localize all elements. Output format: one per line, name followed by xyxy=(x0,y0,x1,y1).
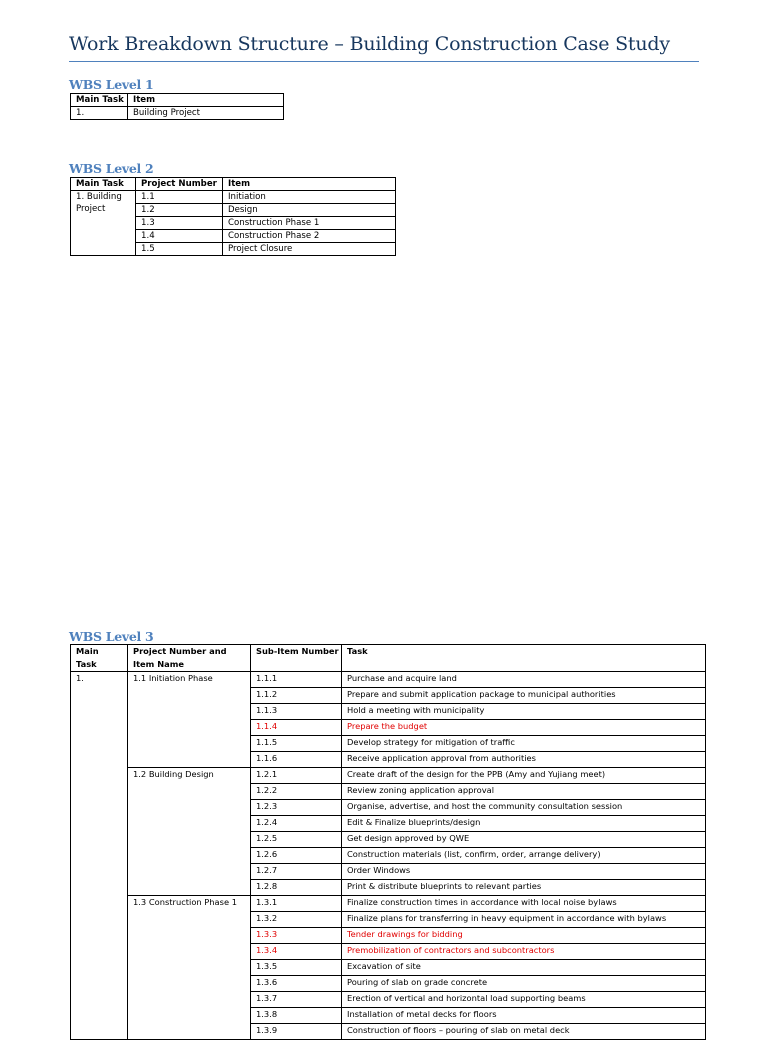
table-row xyxy=(71,672,706,688)
sub-item-number-cell: 1.1.2 xyxy=(251,688,342,704)
table-row xyxy=(71,191,396,204)
project-number-cell: 1.2 xyxy=(136,204,223,217)
task-cell: Installation of metal decks for floors xyxy=(342,1008,706,1024)
title-underline xyxy=(69,61,699,62)
sub-item-number-cell: 1.3.2 xyxy=(251,912,342,928)
header-main-task: Main Task xyxy=(71,94,128,107)
sub-item-number-cell: 1.1.1 xyxy=(251,672,342,688)
wbs-level-1-table xyxy=(70,93,284,120)
sub-item-number-cell: 1.2.7 xyxy=(251,864,342,880)
task-cell: Review zoning application approval xyxy=(342,784,706,800)
table-row xyxy=(71,768,706,784)
task-cell: Order Windows xyxy=(342,864,706,880)
sub-item-number-cell: 1.2.3 xyxy=(251,800,342,816)
sub-item-number-cell: 1.3.6 xyxy=(251,976,342,992)
header-task: Task xyxy=(342,645,706,672)
item-cell: Design xyxy=(223,204,396,217)
task-cell: Create draft of the design for the PPB (Amy and Yujiang meet) xyxy=(342,768,706,784)
task-cell: Prepare the budget xyxy=(342,720,706,736)
main-task-cell: 1. xyxy=(71,107,128,120)
task-cell: Print & distribute blueprints to relevant parties xyxy=(342,880,706,896)
header-item: Item xyxy=(128,94,284,107)
sub-item-number-cell: 1.2.1 xyxy=(251,768,342,784)
table-row xyxy=(71,896,706,912)
project-number-cell: 1.1 xyxy=(136,191,223,204)
table-header-row xyxy=(71,645,706,672)
task-cell: Purchase and acquire land xyxy=(342,672,706,688)
table-header-row xyxy=(71,94,284,107)
item-cell: Initiation xyxy=(223,191,396,204)
header-project-number: Project Number xyxy=(136,178,223,191)
item-cell: Construction Phase 2 xyxy=(223,230,396,243)
table-header-row xyxy=(71,178,396,191)
sub-item-number-cell: 1.3.3 xyxy=(251,928,342,944)
header-item: Item xyxy=(223,178,396,191)
header-sub-item-number: Sub-Item Number xyxy=(251,645,342,672)
item-cell: Construction Phase 1 xyxy=(223,217,396,230)
project-number-cell: 1.4 xyxy=(136,230,223,243)
sub-item-number-cell: 1.3.4 xyxy=(251,944,342,960)
item-cell: Project Closure xyxy=(223,243,396,256)
sub-item-number-cell: 1.1.3 xyxy=(251,704,342,720)
sub-item-number-cell: 1.2.8 xyxy=(251,880,342,896)
wbs-level-2-heading: WBS Level 2 xyxy=(69,161,154,176)
project-item-name-cell: 1.2 Building Design xyxy=(128,768,251,896)
task-cell: Tender drawings for bidding xyxy=(342,928,706,944)
wbs-level-3-table xyxy=(70,644,706,1040)
wbs-level-2-table xyxy=(70,177,396,256)
table-row xyxy=(71,107,284,120)
project-number-cell: 1.3 xyxy=(136,217,223,230)
project-item-name-cell: 1.1 Initiation Phase xyxy=(128,672,251,768)
task-cell: Construction materials (list, confirm, order, arrange delivery) xyxy=(342,848,706,864)
task-cell: Pouring of slab on grade concrete xyxy=(342,976,706,992)
sub-item-number-cell: 1.1.4 xyxy=(251,720,342,736)
task-cell: Finalize plans for transferring in heavy equipment in accordance with bylaws xyxy=(342,912,706,928)
task-cell: Develop strategy for mitigation of traffic xyxy=(342,736,706,752)
sub-item-number-cell: 1.3.9 xyxy=(251,1024,342,1040)
wbs-level-3-heading: WBS Level 3 xyxy=(69,629,154,644)
sub-item-number-cell: 1.2.5 xyxy=(251,832,342,848)
sub-item-number-cell: 1.1.5 xyxy=(251,736,342,752)
task-cell: Hold a meeting with municipality xyxy=(342,704,706,720)
sub-item-number-cell: 1.3.5 xyxy=(251,960,342,976)
sub-item-number-cell: 1.1.6 xyxy=(251,752,342,768)
project-number-cell: 1.5 xyxy=(136,243,223,256)
task-cell: Erection of vertical and horizontal load supporting beams xyxy=(342,992,706,1008)
task-cell: Construction of floors – pouring of slab on metal deck xyxy=(342,1024,706,1040)
sub-item-number-cell: 1.2.2 xyxy=(251,784,342,800)
document-title: Work Breakdown Structure – Building Construction Case Study xyxy=(69,33,670,55)
wbs-level-1-heading: WBS Level 1 xyxy=(69,77,154,92)
header-main-task: Main Task xyxy=(71,178,136,191)
header-main-task: Main Task xyxy=(71,645,128,672)
sub-item-number-cell: 1.3.1 xyxy=(251,896,342,912)
task-cell: Edit & Finalize blueprints/design xyxy=(342,816,706,832)
header-project-number-item-name: Project Number and Item Name xyxy=(128,645,251,672)
task-cell: Organise, advertise, and host the community consultation session xyxy=(342,800,706,816)
task-cell: Prepare and submit application package to municipal authorities xyxy=(342,688,706,704)
task-cell: Finalize construction times in accordance with local noise bylaws xyxy=(342,896,706,912)
sub-item-number-cell: 1.2.4 xyxy=(251,816,342,832)
sub-item-number-cell: 1.3.7 xyxy=(251,992,342,1008)
sub-item-number-cell: 1.3.8 xyxy=(251,1008,342,1024)
task-cell: Receive application approval from authorities xyxy=(342,752,706,768)
task-cell: Premobilization of contractors and subcontractors xyxy=(342,944,706,960)
main-task-cell: 1. xyxy=(71,672,128,1040)
task-cell: Get design approved by QWE xyxy=(342,832,706,848)
project-item-name-cell: 1.3 Construction Phase 1 xyxy=(128,896,251,1040)
main-task-cell: 1. Building Project xyxy=(71,191,136,256)
task-cell: Excavation of site xyxy=(342,960,706,976)
item-cell: Building Project xyxy=(128,107,284,120)
wbs-level-3-body xyxy=(71,672,706,1040)
sub-item-number-cell: 1.2.6 xyxy=(251,848,342,864)
